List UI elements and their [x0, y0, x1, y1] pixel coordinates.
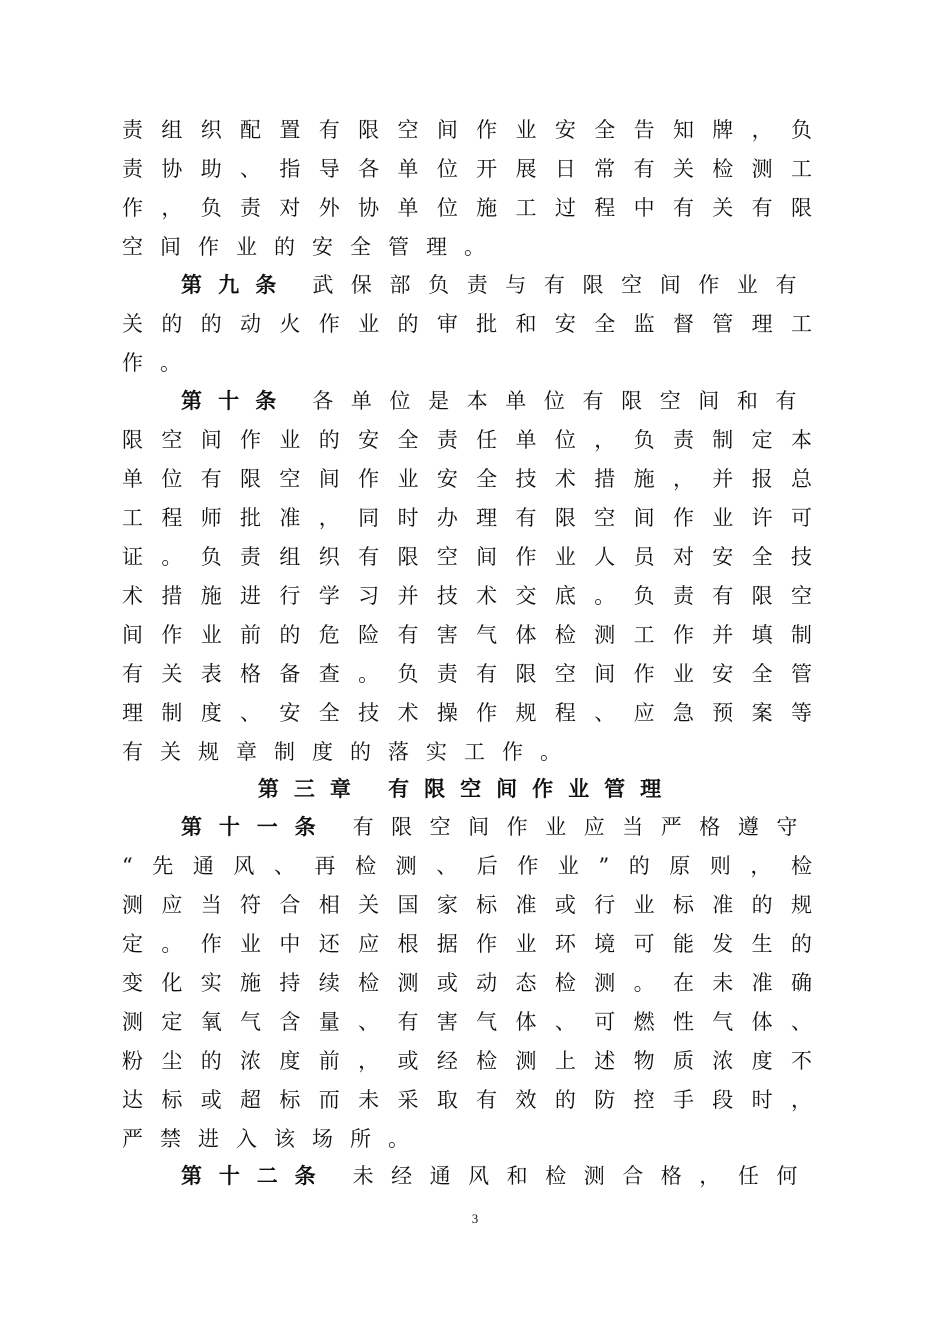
- text-line: 有关表格备查。负责有限空间作业安全管: [122, 662, 812, 686]
- text-line: 间作业前的危险有害气体检测工作并填制: [122, 623, 812, 647]
- text-line: 定。作业中还应根据作业环境可能发生的: [122, 932, 812, 956]
- article-11-text: 有限空间作业应当严格遵守: [352, 815, 812, 839]
- text-line: 有关规章制度的落实工作。: [122, 740, 578, 764]
- article-9-number: 第九条: [181, 272, 293, 297]
- text-line: 粉尘的浓度前，或经检测上述物质浓度不: [122, 1049, 812, 1073]
- text-line: 单位有限空间作业安全技术措施，并报总: [122, 467, 812, 491]
- article-12-number: 第十二条: [181, 1163, 333, 1188]
- text-line: 严禁进入该场所。: [122, 1127, 426, 1151]
- article-12-text: 未经通风和检测合格，任何: [352, 1164, 812, 1188]
- article-12-line: [181, 1160, 812, 1192]
- article-11-number: 第十一条: [181, 814, 333, 839]
- article-11-line: [181, 811, 812, 843]
- article-10-line: [181, 385, 812, 417]
- text-line: 测定氧气含量、有害气体、可燃性气体、: [122, 1010, 812, 1034]
- article-10-number: 第十条: [181, 388, 293, 413]
- text-line: 理制度、安全技术操作规程、应急预案等: [122, 701, 812, 725]
- article-9-text: 武保部负责与有限空间作业有: [312, 273, 812, 297]
- text-line: 术措施进行学习并技术交底。负责有限空: [122, 584, 812, 608]
- article-9-line: [181, 269, 812, 301]
- article-10-text: 各单位是本单位有限空间和有: [312, 389, 812, 413]
- text-line: 测应当符合相关国家标准或行业标准的规: [122, 893, 812, 917]
- text-line: 空间作业的安全管理。: [122, 235, 502, 259]
- text-line: 作，负责对外协单位施工过程中有关有限: [122, 196, 812, 220]
- text-line: 变化实施持续检测或动态检测。在未准确: [122, 971, 812, 995]
- text-line: 证。负责组织有限空间作业人员对安全技: [122, 545, 812, 569]
- text-line: “先通风、再检测、后作业”的原则，检: [122, 854, 812, 878]
- text-line: 关的的动火作业的审批和安全监督管理工: [122, 312, 812, 336]
- chapter-heading: 第三章 有限空间作业管理: [257, 776, 677, 801]
- text-line: 责协助、指导各单位开展日常有关检测工: [122, 157, 812, 181]
- text-line: 限空间作业的安全责任单位，负责制定本: [122, 428, 812, 452]
- text-line: 达标或超标而未采取有效的防控手段时，: [122, 1088, 812, 1112]
- page-number: 3: [471, 1211, 479, 1226]
- text-line: 责组织配置有限空间作业安全告知牌，负: [122, 118, 812, 142]
- text-line: 作。: [122, 351, 198, 375]
- text-line: 工程师批准，同时办理有限空间作业许可: [122, 506, 812, 530]
